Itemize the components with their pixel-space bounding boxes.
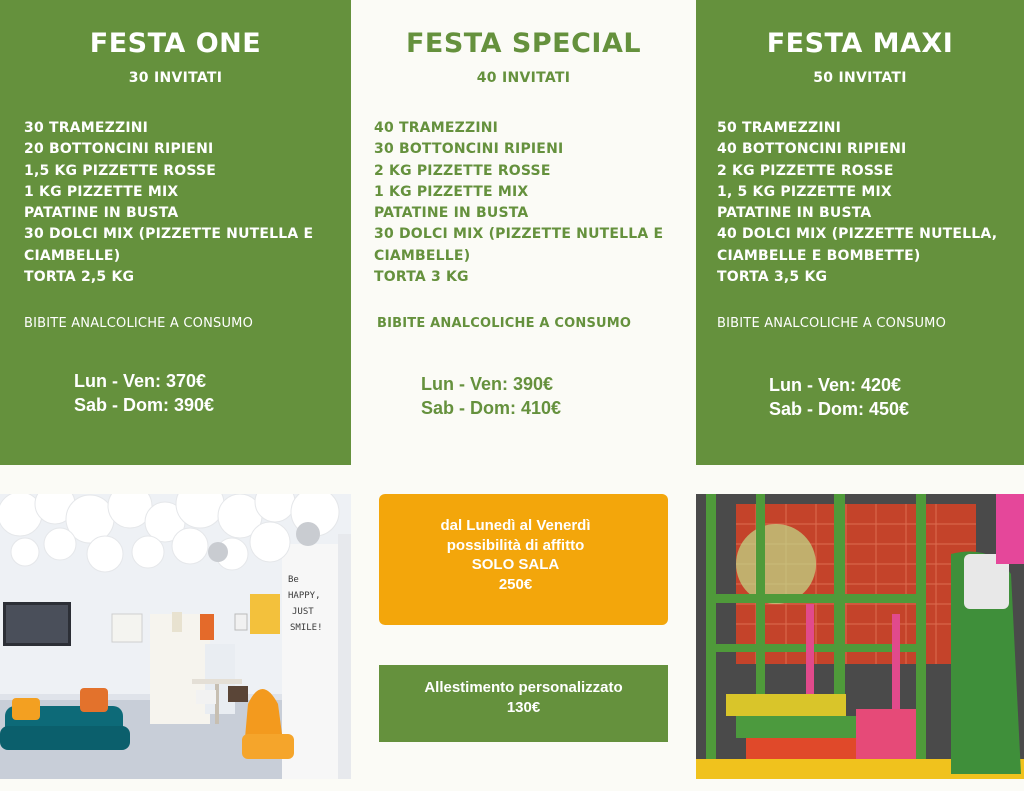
svg-text:HAPPY,: HAPPY,	[288, 591, 321, 601]
package-drinks: BIBITE ANALCOLICHE A CONSUMO	[24, 316, 254, 331]
package-guests: 30 INVITATI	[128, 70, 223, 86]
price-weekend: Sab - Dom: 410€	[421, 398, 562, 418]
menu-item: TORTA 3,5 KG	[717, 269, 828, 286]
menu-item: 30 TRAMEZZINI	[24, 120, 149, 136]
package-menu	[24, 118, 333, 288]
menu-item: 2 KG PIZZETTE ROSSE	[717, 162, 894, 179]
menu-item: 2 KG PIZZETTE ROSSE	[374, 162, 551, 179]
package-prices	[74, 369, 214, 417]
rent-days: dal Lunedì al Venerdì	[440, 517, 591, 534]
price-weekday: Lun - Ven: 390€	[421, 374, 554, 394]
price-weekday: Lun - Ven: 370€	[74, 371, 207, 391]
menu-item: 40 TRAMEZZINI	[374, 120, 499, 136]
menu-item: TORTA 3 KG	[374, 269, 469, 286]
package-prices	[769, 373, 909, 421]
package-title: FESTA MAXI	[766, 28, 954, 59]
menu-item: 1 KG PIZZETTE MIX	[374, 183, 529, 200]
price-weekday: Lun - Ven: 420€	[769, 375, 902, 395]
menu-item: 30 DOLCI MIX (PIZZETTE NUTELLA E CIAMBELLE)	[374, 226, 664, 264]
price-weekend: Sab - Dom: 390€	[74, 395, 215, 415]
svg-text:SMILE!: SMILE!	[290, 623, 323, 633]
package-guests: 50 INVITATI	[813, 70, 907, 86]
menu-item: 30 BOTTONCINI RIPIENI	[374, 141, 564, 158]
soft-play-photo	[696, 494, 1024, 779]
menu-item: TORTA 2,5 KG	[24, 269, 135, 286]
rent-option: possibilità di affitto	[446, 536, 585, 554]
menu-item: 50 TRAMEZZINI	[717, 120, 842, 136]
package-drinks: BIBITE ANALCOLICHE A CONSUMO	[377, 316, 632, 331]
package-prices	[421, 372, 561, 420]
price-weekend: Sab - Dom: 450€	[769, 399, 910, 419]
package-festa-maxi	[696, 0, 1024, 465]
menu-item: 1 KG PIZZETTE MIX	[24, 183, 179, 200]
menu-item: 40 DOLCI MIX (PIZZETTE NUTELLA, CIAMBELLE E BOMBETTE)	[717, 226, 998, 264]
room-only-rent-box	[379, 494, 668, 625]
package-drinks: BIBITE ANALCOLICHE A CONSUMO	[717, 316, 947, 331]
package-festa-special	[351, 0, 696, 465]
package-title: FESTA SPECIAL	[405, 28, 642, 59]
custom-setup-label: Allestimento personalizzato	[424, 679, 623, 696]
rent-price: 250€	[498, 575, 533, 593]
menu-item: 1,5 KG PIZZETTE ROSSE	[24, 162, 217, 179]
menu-item: PATATINE IN BUSTA	[717, 205, 872, 222]
menu-item: 1, 5 KG PIZZETTE MIX	[717, 183, 892, 200]
custom-setup-box	[379, 665, 668, 742]
rent-type: SOLO SALA	[471, 556, 560, 573]
package-menu	[717, 118, 1014, 288]
menu-item: 40 BOTTONCINI RIPIENI	[717, 141, 907, 158]
menu-item: PATATINE IN BUSTA	[374, 205, 529, 222]
svg-text:Be: Be	[288, 575, 299, 585]
svg-text:JUST: JUST	[292, 607, 314, 617]
menu-item: PATATINE IN BUSTA	[24, 205, 179, 222]
menu-item: 30 DOLCI MIX (PIZZETTE NUTELLA E CIAMBELLE)	[24, 226, 314, 264]
package-menu	[374, 118, 682, 288]
menu-item: 20 BOTTONCINI RIPIENI	[24, 141, 214, 158]
party-room-photo	[0, 494, 351, 779]
package-festa-one	[0, 0, 351, 465]
custom-setup-price: 130€	[506, 699, 541, 716]
package-guests: 40 INVITATI	[476, 70, 571, 86]
package-title: FESTA ONE	[89, 28, 262, 59]
